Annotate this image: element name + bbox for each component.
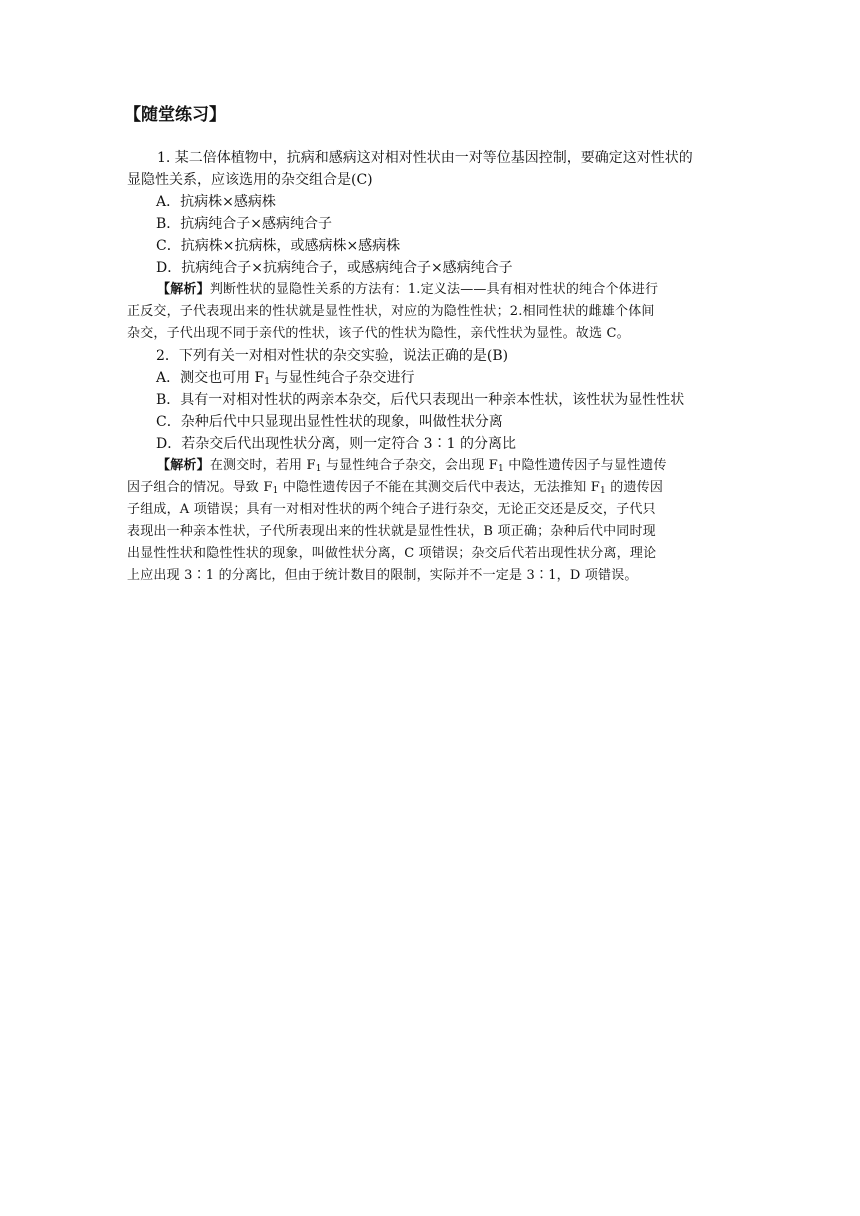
question-2-analysis-line-1 — [127, 455, 735, 477]
question-1-stem-line-1: 1. 某二倍体植物中，抗病和感病这对相对性状由一对等位基因控制，要确定这对性状的 — [157, 150, 693, 166]
question-1-option-a: A．抗病株×感病株 — [156, 194, 276, 210]
question-2-option-b: B．具有一对相对性状的两亲本杂交，后代只表现出一种亲本性状，该性状为显性性状 — [156, 392, 685, 408]
subscript: 1 — [315, 464, 322, 474]
subscript: 1 — [272, 486, 279, 496]
subscript: 1 — [600, 486, 606, 496]
analysis-text: 因子组合的情况。导致 F — [127, 480, 273, 495]
question-1-analysis-line-3: 杂交，子代出现不同于亲代的性状，该子代的性状为隐性，亲代性状为显性。故选 C。 — [127, 326, 630, 341]
subscript: 1 — [264, 377, 271, 387]
question-2-option-d: D．若杂交后代出现性状分离，则一定符合 3∶1 的分离比 — [156, 436, 516, 452]
option-a-text-rest: 与显性纯合子杂交进行 — [270, 370, 415, 386]
exercise-content — [127, 147, 735, 587]
question-2-analysis-line-4: 表现出一种亲本性状，子代所表现出来的性状就是显性性状，B 项正确；杂种后代中同时现 — [127, 524, 656, 539]
question-1-option-b: B．抗病纯合子×感病纯合子 — [156, 216, 333, 232]
analysis-text: 在测交时，若用 F — [209, 458, 316, 473]
option-a-text: A．测交也可用 F — [156, 370, 265, 386]
analysis-label: 【解析】 — [157, 282, 210, 297]
analysis-text: 与显性纯合子杂交，会出现 F — [321, 458, 498, 473]
question-2-stem: 2．下列有关一对相对性状的杂交实验，说法正确的是(B) — [156, 348, 509, 364]
analysis-text: 的遗传因 — [605, 480, 664, 495]
question-2-option-c: C．杂种后代中只显现出显性性状的现象，叫做性状分离 — [156, 414, 503, 430]
question-2-analysis-line-5: 出显性性状和隐性性状的现象，叫做性状分离，C 项错误；杂交后代若出现性状分离，理论 — [127, 546, 657, 561]
analysis-text: 中隐性遗传因子与显性遗传 — [503, 458, 667, 473]
subscript: 1 — [498, 464, 504, 474]
question-1-option-c: C．抗病株×抗病株，或感病株×感病株 — [156, 238, 401, 254]
question-1-stem-line-2: 显隐性关系，应该选用的杂交组合是(C) — [127, 172, 373, 188]
question-2-analysis-line-3: 子组成，A 项错误；具有一对相对性状的两个纯合子进行杂交，无论正交还是反交，子代只 — [127, 502, 656, 517]
analysis-label: 【解析】 — [157, 458, 210, 473]
section-title: 【随堂练习】 — [124, 105, 226, 125]
question-1-analysis-line-1 — [127, 279, 735, 301]
question-2-analysis-line-6: 上应出现 3∶1 的分离比，但由于统计数目的限制，实际并不一定是 3∶1，D 项错误。 — [127, 568, 638, 583]
question-2-option-a — [127, 367, 735, 389]
question-2-analysis-line-2 — [127, 477, 735, 499]
analysis-text: 判断性状的显隐性关系的方法有：1.定义法——具有相对性状的纯合个体进行 — [209, 282, 659, 297]
question-1-option-d: D．抗病纯合子×抗病纯合子，或感病纯合子×感病纯合子 — [156, 260, 513, 276]
question-1-analysis-line-2: 正反交，子代表现出来的性状就是显性性状，对应的为隐性性状；2.相同性状的雌雄个体间 — [127, 304, 655, 319]
analysis-text: 中隐性遗传因子不能在其测交后代中表达，无法推知 F — [278, 480, 600, 495]
